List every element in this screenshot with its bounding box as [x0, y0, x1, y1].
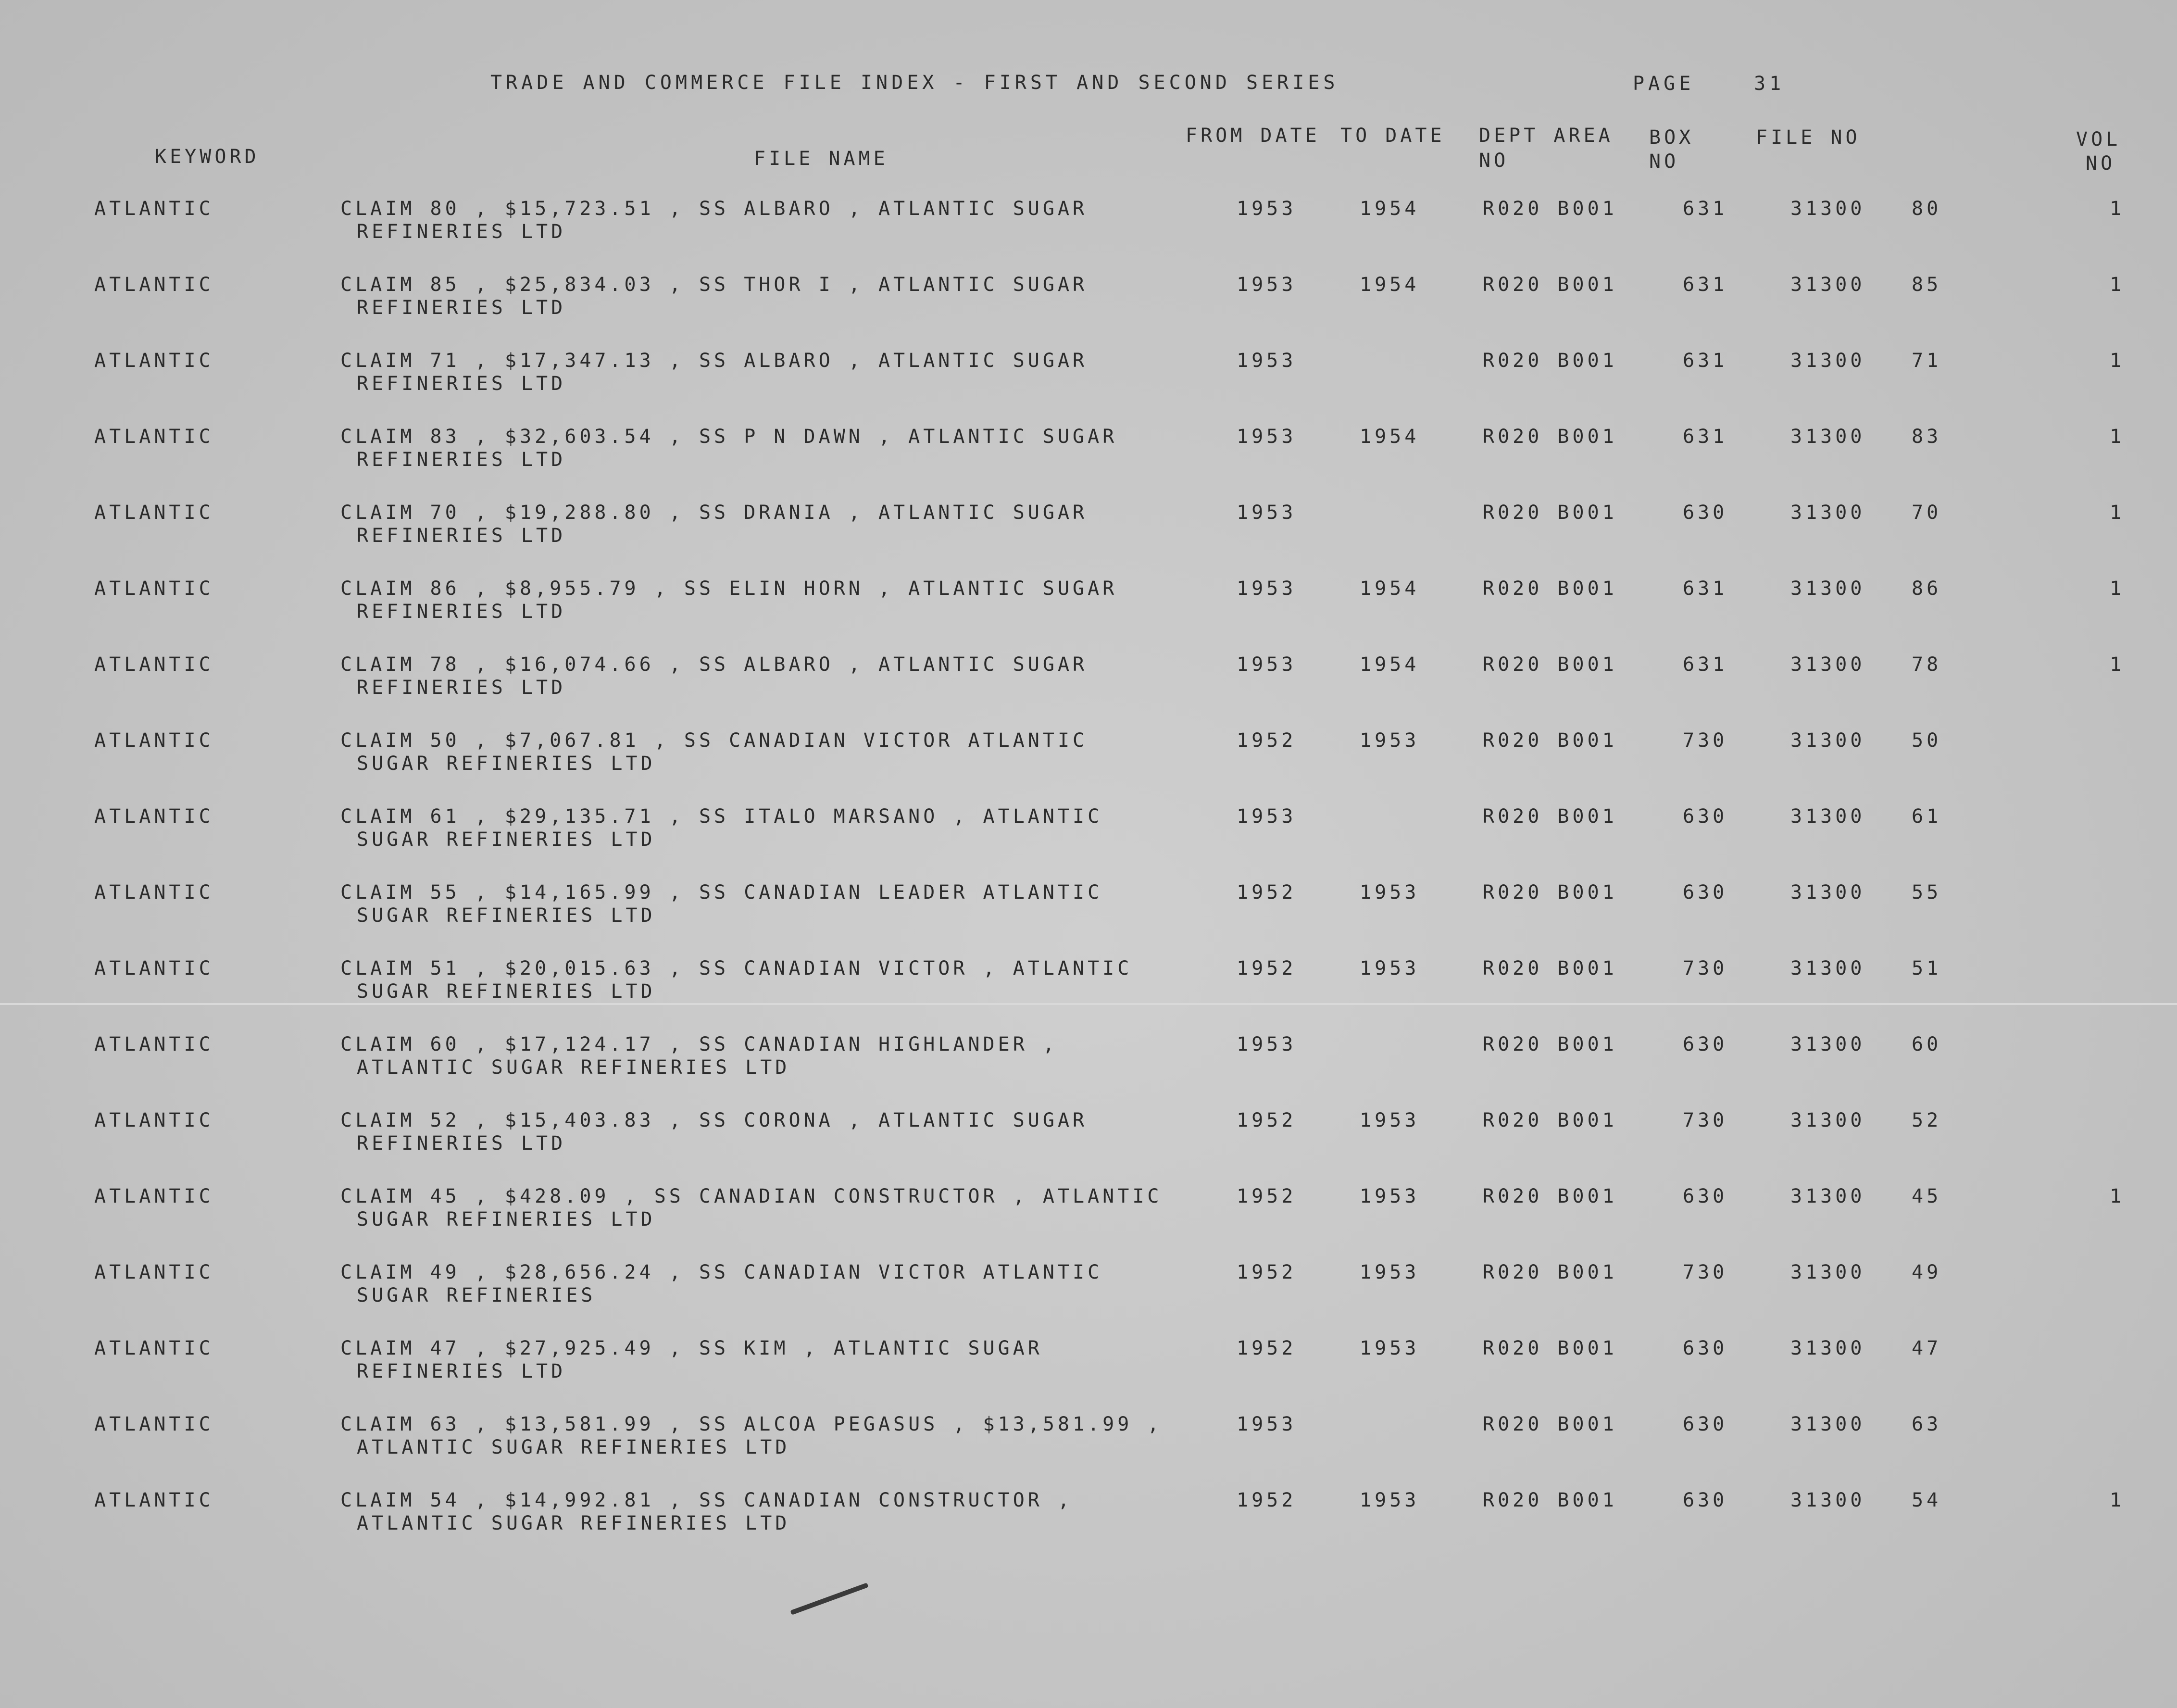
film-scratch — [790, 1582, 868, 1615]
row-file-no: 31300 — [1790, 502, 1865, 524]
row-keyword: ATLANTIC — [94, 729, 214, 752]
row-vol-no: 1 — [2110, 198, 2125, 220]
row-from-date: 1952 — [1237, 1185, 1297, 1207]
row-box-no: 730 — [1683, 729, 1728, 752]
row-dept-area: R020 B001 — [1483, 1413, 1617, 1435]
col-header-to-date: TO DATE — [1340, 125, 1445, 147]
row-dept-area: R020 B001 — [1483, 274, 1617, 296]
row-dept-area: R020 B001 — [1483, 350, 1617, 372]
row-from-date: 1952 — [1237, 1489, 1297, 1511]
row-file-name: CLAIM 85 , $25,834.03 , SS THOR I , ATLANTIC SUGAR REFINERIES LTD — [340, 274, 1088, 319]
row-to-date: 1954 — [1360, 578, 1420, 600]
row-file-no: 31300 — [1790, 1261, 1865, 1283]
row-keyword: ATLANTIC — [94, 1185, 214, 1207]
row-to-date: 1953 — [1360, 729, 1420, 752]
row-box-no: 630 — [1683, 1185, 1728, 1207]
row-from-date: 1953 — [1237, 1413, 1297, 1435]
row-file-sub-no: 50 — [1912, 729, 1942, 752]
row-file-no: 31300 — [1790, 805, 1865, 828]
row-file-sub-no: 52 — [1912, 1109, 1942, 1131]
table-row — [0, 1261, 2177, 1338]
row-keyword: ATLANTIC — [94, 198, 214, 220]
col-header-file-no: FILE NO — [1756, 126, 1861, 149]
row-from-date: 1952 — [1237, 1337, 1297, 1359]
table-row — [0, 1033, 2177, 1110]
row-file-name: CLAIM 49 , $28,656.24 , SS CANADIAN VICTOR ATLANTIC SUGAR REFINERIES — [340, 1261, 1103, 1306]
row-file-no: 31300 — [1790, 1489, 1865, 1511]
col-header-file-name: FILE NAME — [754, 148, 888, 170]
row-from-date: 1953 — [1237, 502, 1297, 524]
row-dept-area: R020 B001 — [1483, 729, 1617, 752]
row-file-no: 31300 — [1790, 578, 1865, 600]
row-file-no: 31300 — [1790, 957, 1865, 980]
row-file-no: 31300 — [1790, 1109, 1865, 1131]
row-from-date: 1953 — [1237, 1033, 1297, 1055]
row-box-no: 730 — [1683, 957, 1728, 980]
row-vol-no: 1 — [2110, 1185, 2125, 1207]
row-keyword: ATLANTIC — [94, 881, 214, 904]
row-file-sub-no: 61 — [1912, 805, 1942, 828]
row-from-date: 1953 — [1237, 350, 1297, 372]
row-to-date: 1953 — [1360, 881, 1420, 904]
row-box-no: 631 — [1683, 274, 1728, 296]
row-file-no: 31300 — [1790, 881, 1865, 904]
row-file-no: 31300 — [1790, 1033, 1865, 1055]
row-file-no: 31300 — [1790, 1413, 1865, 1435]
table-row — [0, 577, 2177, 654]
table-row — [0, 273, 2177, 350]
row-file-no: 31300 — [1790, 1337, 1865, 1359]
row-file-sub-no: 70 — [1912, 502, 1942, 524]
row-keyword: ATLANTIC — [94, 274, 214, 296]
row-keyword: ATLANTIC — [94, 1261, 214, 1283]
row-file-no: 31300 — [1790, 198, 1865, 220]
table-row — [0, 197, 2177, 274]
row-dept-area: R020 B001 — [1483, 1033, 1617, 1055]
row-dept-area: R020 B001 — [1483, 426, 1617, 448]
col-header-box-no: NO — [1649, 151, 1679, 173]
row-file-sub-no: 78 — [1912, 653, 1942, 676]
row-to-date: 1953 — [1360, 1337, 1420, 1359]
row-keyword: ATLANTIC — [94, 1033, 214, 1055]
row-box-no: 630 — [1683, 1413, 1728, 1435]
row-keyword: ATLANTIC — [94, 350, 214, 372]
row-file-name: CLAIM 83 , $32,603.54 , SS P N DAWN , ATLANTIC SUGAR REFINERIES LTD — [340, 426, 1118, 471]
row-file-name: CLAIM 54 , $14,992.81 , SS CANADIAN CONSTRUCTOR , ATLANTIC SUGAR REFINERIES LTD — [340, 1489, 1073, 1534]
table-row — [0, 1413, 2177, 1490]
row-box-no: 630 — [1683, 1033, 1728, 1055]
row-keyword: ATLANTIC — [94, 1109, 214, 1131]
row-file-sub-no: 71 — [1912, 350, 1942, 372]
row-dept-area: R020 B001 — [1483, 1337, 1617, 1359]
row-dept-area: R020 B001 — [1483, 805, 1617, 828]
row-vol-no: 1 — [2110, 1489, 2125, 1511]
row-to-date: 1954 — [1360, 274, 1420, 296]
row-keyword: ATLANTIC — [94, 502, 214, 524]
row-file-no: 31300 — [1790, 729, 1865, 752]
table-row — [0, 1109, 2177, 1186]
row-file-sub-no: 49 — [1912, 1261, 1942, 1283]
table-row — [0, 957, 2177, 1034]
col-header-dept-area: DEPT AREA — [1479, 125, 1614, 147]
row-dept-area: R020 B001 — [1483, 1109, 1617, 1131]
row-file-name: CLAIM 61 , $29,135.71 , SS ITALO MARSANO , ATLANTIC SUGAR REFINERIES LTD — [340, 805, 1103, 851]
row-box-no: 630 — [1683, 805, 1728, 828]
row-file-no: 31300 — [1790, 1185, 1865, 1207]
row-keyword: ATLANTIC — [94, 1489, 214, 1511]
row-vol-no: 1 — [2110, 274, 2125, 296]
row-keyword: ATLANTIC — [94, 957, 214, 980]
col-header-keyword: KEYWORD — [155, 146, 260, 168]
row-to-date: 1953 — [1360, 1109, 1420, 1131]
row-from-date: 1952 — [1237, 957, 1297, 980]
page-number: 31 — [1754, 73, 1785, 95]
row-from-date: 1952 — [1237, 1261, 1297, 1283]
row-dept-area: R020 B001 — [1483, 578, 1617, 600]
row-vol-no: 1 — [2110, 653, 2125, 676]
table-row — [0, 1337, 2177, 1414]
table-row — [0, 881, 2177, 958]
row-file-sub-no: 85 — [1912, 274, 1942, 296]
row-to-date: 1953 — [1360, 1185, 1420, 1207]
row-file-name: CLAIM 50 , $7,067.81 , SS CANADIAN VICTOR ATLANTIC SUGAR REFINERIES LTD — [340, 729, 1088, 775]
row-vol-no: 1 — [2110, 502, 2125, 524]
row-dept-area: R020 B001 — [1483, 881, 1617, 904]
row-vol-no: 1 — [2110, 426, 2125, 448]
row-from-date: 1952 — [1237, 1109, 1297, 1131]
row-file-name: CLAIM 78 , $16,074.66 , SS ALBARO , ATLANTIC SUGAR REFINERIES LTD — [340, 653, 1088, 699]
row-file-name: CLAIM 47 , $27,925.49 , SS KIM , ATLANTIC SUGAR REFINERIES LTD — [340, 1337, 1043, 1382]
row-from-date: 1953 — [1237, 198, 1297, 220]
table-row — [0, 653, 2177, 730]
row-file-no: 31300 — [1790, 426, 1865, 448]
row-file-name: CLAIM 51 , $20,015.63 , SS CANADIAN VICTOR , ATLANTIC SUGAR REFINERIES LTD — [340, 957, 1133, 1003]
row-vol-no: 1 — [2110, 350, 2125, 372]
row-file-sub-no: 45 — [1912, 1185, 1942, 1207]
col-header-vol-no: NO — [2086, 152, 2116, 175]
row-file-no: 31300 — [1790, 653, 1865, 676]
row-dept-area: R020 B001 — [1483, 502, 1617, 524]
table-row — [0, 501, 2177, 578]
row-from-date: 1952 — [1237, 729, 1297, 752]
row-dept-area: R020 B001 — [1483, 1261, 1617, 1283]
row-to-date: 1954 — [1360, 198, 1420, 220]
col-header-vol: VOL — [2076, 128, 2121, 151]
table-row — [0, 1489, 2177, 1566]
col-header-dept-area-no: NO — [1479, 150, 1509, 172]
row-keyword: ATLANTIC — [94, 1337, 214, 1359]
row-dept-area: R020 B001 — [1483, 1489, 1617, 1511]
table-row — [0, 1185, 2177, 1262]
row-from-date: 1953 — [1237, 426, 1297, 448]
row-to-date: 1953 — [1360, 957, 1420, 980]
row-file-name: CLAIM 45 , $428.09 , SS CANADIAN CONSTRUCTOR , ATLANTIC SUGAR REFINERIES LTD — [340, 1185, 1163, 1231]
page-label: PAGE — [1633, 73, 1695, 95]
row-dept-area: R020 B001 — [1483, 957, 1617, 980]
row-file-no: 31300 — [1790, 350, 1865, 372]
row-file-name: CLAIM 80 , $15,723.51 , SS ALBARO , ATLANTIC SUGAR REFINERIES LTD — [340, 198, 1088, 243]
document-title: TRADE AND COMMERCE FILE INDEX - FIRST AND SECOND SERIES — [490, 72, 1339, 94]
row-file-name: CLAIM 86 , $8,955.79 , SS ELIN HORN , ATLANTIC SUGAR REFINERIES LTD — [340, 578, 1118, 623]
row-file-sub-no: 55 — [1912, 881, 1942, 904]
row-file-sub-no: 63 — [1912, 1413, 1942, 1435]
row-box-no: 631 — [1683, 350, 1728, 372]
row-box-no: 631 — [1683, 578, 1728, 600]
col-header-from-date: FROM DATE — [1186, 125, 1320, 147]
row-box-no: 630 — [1683, 502, 1728, 524]
row-file-name: CLAIM 63 , $13,581.99 , SS ALCOA PEGASUS , $13,581.99 , ATLANTIC SUGAR REFINERIES LTD — [340, 1413, 1163, 1458]
row-keyword: ATLANTIC — [94, 1413, 214, 1435]
row-to-date: 1953 — [1360, 1489, 1420, 1511]
row-file-sub-no: 60 — [1912, 1033, 1942, 1055]
table-row — [0, 805, 2177, 882]
row-file-sub-no: 54 — [1912, 1489, 1942, 1511]
row-keyword: ATLANTIC — [94, 805, 214, 828]
row-from-date: 1953 — [1237, 653, 1297, 676]
row-file-sub-no: 51 — [1912, 957, 1942, 980]
row-file-name: CLAIM 52 , $15,403.83 , SS CORONA , ATLANTIC SUGAR REFINERIES LTD — [340, 1109, 1088, 1155]
row-from-date: 1953 — [1237, 805, 1297, 828]
row-vol-no: 1 — [2110, 578, 2125, 600]
row-box-no: 630 — [1683, 1489, 1728, 1511]
col-header-box: BOX — [1649, 126, 1694, 149]
row-box-no: 631 — [1683, 426, 1728, 448]
row-keyword: ATLANTIC — [94, 653, 214, 676]
row-to-date: 1953 — [1360, 1261, 1420, 1283]
row-file-name: CLAIM 71 , $17,347.13 , SS ALBARO , ATLANTIC SUGAR REFINERIES LTD — [340, 350, 1088, 395]
row-file-sub-no: 47 — [1912, 1337, 1942, 1359]
row-to-date: 1954 — [1360, 426, 1420, 448]
row-file-name: CLAIM 60 , $17,124.17 , SS CANADIAN HIGHLANDER , ATLANTIC SUGAR REFINERIES LTD — [340, 1033, 1058, 1079]
table-row — [0, 729, 2177, 806]
row-dept-area: R020 B001 — [1483, 198, 1617, 220]
row-box-no: 631 — [1683, 653, 1728, 676]
row-to-date: 1954 — [1360, 653, 1420, 676]
row-file-sub-no: 80 — [1912, 198, 1942, 220]
table-row — [0, 349, 2177, 426]
row-from-date: 1953 — [1237, 274, 1297, 296]
row-file-name: CLAIM 70 , $19,288.80 , SS DRANIA , ATLANTIC SUGAR REFINERIES LTD — [340, 502, 1088, 547]
row-box-no: 730 — [1683, 1109, 1728, 1131]
row-box-no: 631 — [1683, 198, 1728, 220]
table-row — [0, 425, 2177, 502]
row-box-no: 730 — [1683, 1261, 1728, 1283]
row-from-date: 1953 — [1237, 578, 1297, 600]
row-dept-area: R020 B001 — [1483, 653, 1617, 676]
row-file-sub-no: 83 — [1912, 426, 1942, 448]
row-box-no: 630 — [1683, 881, 1728, 904]
row-box-no: 630 — [1683, 1337, 1728, 1359]
row-dept-area: R020 B001 — [1483, 1185, 1617, 1207]
row-keyword: ATLANTIC — [94, 426, 214, 448]
row-file-no: 31300 — [1790, 274, 1865, 296]
row-from-date: 1952 — [1237, 881, 1297, 904]
row-keyword: ATLANTIC — [94, 578, 214, 600]
row-file-sub-no: 86 — [1912, 578, 1942, 600]
row-file-name: CLAIM 55 , $14,165.99 , SS CANADIAN LEADER ATLANTIC SUGAR REFINERIES LTD — [340, 881, 1103, 927]
